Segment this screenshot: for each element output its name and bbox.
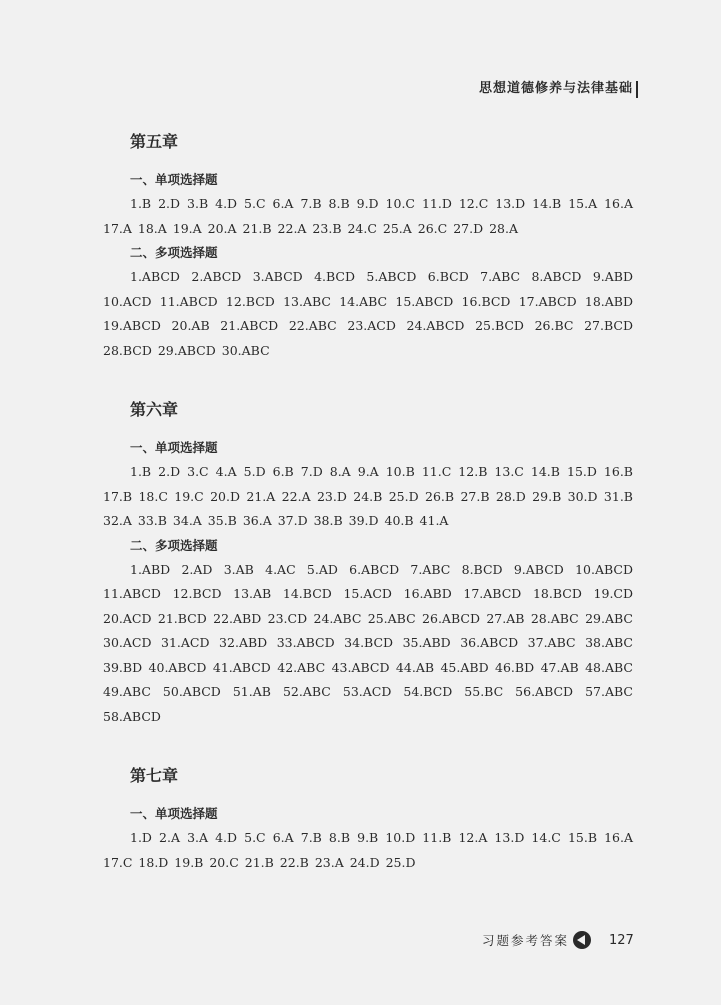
- chapter-5: [103, 131, 633, 363]
- section-title-multiple-choice: 二、多项选择题: [130, 537, 218, 553]
- header-divider: [636, 81, 638, 98]
- chapter-title: 第六章: [130, 400, 179, 419]
- page-footer: [482, 931, 634, 949]
- footer-label: 习题参考答案: [482, 933, 570, 948]
- left-arrow-circle-icon: [573, 931, 591, 949]
- section-title-single-choice: 一、单项选择题: [130, 172, 218, 187]
- chapter-title: 第七章: [130, 766, 179, 785]
- section-title-multiple-choice: 二、多项选择题: [130, 245, 218, 260]
- answers-multiple-choice: 1.ABD 2.AD 3.AB 4.AC 5.AD 6.ABCD 7.ABC 8.BCD 9.ABCD 10.ABCD 11.ABCD 12.BCD 13.AB 14.BCD 15.ACD 16.ABD 17.ABCD 18.BCD 19.CD 20.ACD 21.BCD 22.ABD 23.CD 24.ABC 25.ABC 26.ABCD 27.AB 28.ABC 29.ABC 30.ACD 31.ACD 32.ABD 33.ABCD 34.BCD 35.ABD 36.ABCD 37.ABC 38.ABC 39.BD 40.ABCD 41.ABCD 42.ABC 43.ABCD 44.AB 45.ABD 46.BD 47.AB 48.ABC 49.ABC 50.ABCD 51.AB 52.ABC 53.ACD 54.BCD 55.BC 56.ABCD 57.ABC 58.ABCD: [103, 561, 633, 724]
- chapter-title: 第五章: [130, 132, 179, 151]
- chapter-7: [103, 765, 633, 875]
- answers-single-choice: 1.D 2.A 3.A 4.D 5.C 6.A 7.B 8.B 9.B 10.D 11.B 12.A 13.D 14.C 15.B 16.A 17.C 18.D 19.B 20.C 21.B 22.B 23.A 24.D 25.D: [103, 830, 633, 870]
- answers-multiple-choice: 1.ABCD 2.ABCD 3.ABCD 4.BCD 5.ABCD 6.BCD 7.ABC 8.ABCD 9.ABD 10.ACD 11.ABCD 12.BCD 13.ABC 14.ABC 15.ABCD 16.BCD 17.ABCD 18.ABD 19.ABCD 20.AB 21.ABCD 22.ABC 23.ACD 24.ABCD 25.BCD 26.BC 27.BCD 28.BCD 29.ABCD 30.ABC: [103, 269, 633, 358]
- answers-single-choice: 1.B 2.D 3.C 4.A 5.D 6.B 7.D 8.A 9.A 10.B 11.C 12.B 13.C 14.B 15.D 16.B 17.B 18.C 19.C 20.D 21.A 22.A 23.D 24.B 25.D 26.B 27.B 28.D 29.B 30.D 31.B 32.A 33.B 34.A 35.B 36.A 37.D 38.B 39.D 40.B 41.A: [103, 464, 633, 528]
- section-title-single-choice: 一、单项选择题: [130, 440, 218, 455]
- chapter-6: [103, 399, 633, 729]
- running-header: 思想道德修养与法律基础: [478, 81, 633, 96]
- section-title-single-choice: 一、单项选择题: [130, 806, 218, 821]
- page-number: 127: [609, 932, 634, 948]
- answers-single-choice: 1.B 2.D 3.B 4.D 5.C 6.A 7.B 8.B 9.D 10.C 11.D 12.C 13.D 14.B 15.A 16.A 17.A 18.A 19.A 20.A 21.B 22.A 23.B 24.C 25.A 26.C 27.D 28.A: [103, 196, 633, 236]
